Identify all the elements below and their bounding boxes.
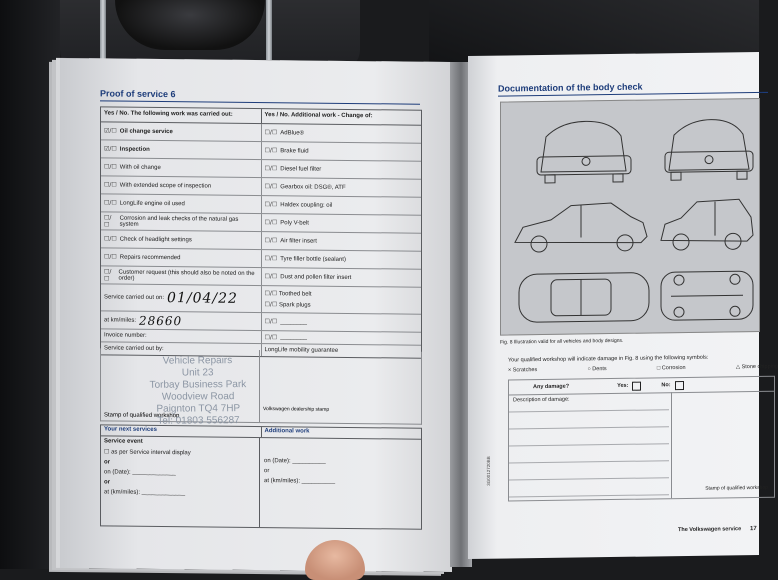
work-item: Oil change service <box>119 128 173 135</box>
additional-item: Diesel fuel filter <box>280 165 322 173</box>
stamp-line: Vehicle Repairs <box>162 355 233 367</box>
symbols-legend <box>508 364 778 374</box>
page-footer: The Volkswagen service <box>678 526 742 534</box>
work-item: LongLife engine oil used <box>119 200 185 207</box>
blank-line: _____________ <box>132 469 176 477</box>
work-item: With extended scope of inspection <box>119 182 212 190</box>
work-item: Check of headlight settings <box>119 236 192 243</box>
additional-item: Poly V-belt <box>280 219 309 227</box>
symbol-dents: ○ Dents <box>587 366 607 373</box>
next-services-box <box>100 424 422 529</box>
additional-item: Air filter insert <box>280 237 317 245</box>
checkbox-icon[interactable]: ☑/☐ <box>104 145 117 153</box>
additional-item: Gearbox oil: DSG®, ATF <box>280 183 346 191</box>
left-page <box>60 58 452 572</box>
checkbox-icon[interactable]: ☐/☐ <box>264 165 278 173</box>
car-top-view-icon <box>519 273 649 323</box>
right-page <box>468 52 778 559</box>
additional-item: AdBlue® <box>280 129 305 137</box>
checkbox-icon[interactable]: ☐/☐ <box>104 267 112 282</box>
car-side-sedan-icon <box>515 203 647 253</box>
additional-item: Haldex coupling: oil <box>280 201 333 209</box>
symbols-note: Your qualified workshop will indicate damage in Fig. 8 using the following symbols: <box>508 354 709 364</box>
at-km-label: at (km/miles): <box>264 478 300 485</box>
additional-work-col <box>261 438 421 529</box>
header-left: Yes / No. The following work was carried out: <box>101 107 262 123</box>
additional-item: Brake fluid <box>280 147 309 155</box>
blank-line: __________ <box>292 458 326 465</box>
on-date-label: on (Date): <box>264 458 291 465</box>
service-date-label: Service carried out on: <box>104 294 165 302</box>
service-booklet <box>48 50 778 569</box>
checkbox-icon[interactable]: ☐/☐ <box>264 290 278 298</box>
stamp-line: Woodview Road <box>161 391 235 403</box>
checkbox-icon[interactable]: ☐/☐ <box>104 235 117 243</box>
yes-label: Yes: <box>617 382 629 389</box>
stamp-label: Stamp of qualified workshop <box>705 484 768 492</box>
km-label: at km/miles: <box>104 316 137 324</box>
blank-line: __________ <box>301 478 336 485</box>
service-date-value[interactable]: 01/04/22 <box>167 290 238 307</box>
figure-caption: Fig. 8 Illustration valid for all vehicles and body designs. <box>500 337 624 346</box>
additional-item: Tyre filler bottle (sealant) <box>280 255 346 263</box>
checkbox-icon[interactable]: ☐/☐ <box>104 181 117 189</box>
next-services-title: Your next services <box>101 425 262 437</box>
carried-out-by-label: Service carried out by: <box>104 345 164 353</box>
additional-item: Toothed belt <box>278 291 312 298</box>
car-diagram-svg <box>501 99 759 335</box>
car-front-view-icon <box>665 119 753 180</box>
description-label: Description of damage: <box>513 396 570 404</box>
no-label: No: <box>661 382 671 389</box>
checkbox-icon[interactable]: ☐/☐ <box>264 301 278 309</box>
work-item: With oil change <box>119 164 161 171</box>
work-item: Inspection <box>119 146 150 153</box>
any-damage-label: Any damage? <box>533 383 570 391</box>
car-side-hatchback-icon <box>661 199 753 250</box>
checkbox-icon[interactable]: ☐/☐ <box>104 253 117 261</box>
workshop-stamp <box>117 355 278 428</box>
checkbox-icon[interactable]: ☐/☐ <box>264 129 278 137</box>
form-row <box>101 284 421 314</box>
or-label: or <box>264 468 270 475</box>
next-services-left <box>101 436 260 527</box>
left-page-title: Proof of service 6 <box>100 88 176 100</box>
symbol-stone-chipping: △ Stone chipping <box>735 363 778 371</box>
checkbox-icon[interactable]: ☐/☐ <box>264 318 278 326</box>
stamp-line: Unit 23 <box>181 367 214 379</box>
checkbox-icon[interactable]: ☐/☐ <box>264 183 278 191</box>
blank-line: ________ <box>280 318 307 326</box>
additional-work-title: Additional work <box>264 428 310 435</box>
title-rule <box>100 100 420 104</box>
checkbox-icon[interactable]: ☐ <box>104 448 110 456</box>
damage-divider <box>671 392 672 498</box>
or-label: or <box>104 459 110 466</box>
vw-stamp-label: Volkswagen dealership stamp <box>263 406 330 413</box>
page-number: 17 <box>750 526 757 533</box>
symbol-corrosion: □ Corrosion <box>656 364 686 372</box>
checkbox-icon[interactable]: ☐/☐ <box>264 273 278 281</box>
checkbox-icon[interactable]: ☐/☐ <box>264 147 278 155</box>
longlife-label: LongLife mobility guarantee <box>264 347 339 354</box>
car-underbody-icon <box>661 271 753 320</box>
checkbox-icon[interactable]: ☐/☐ <box>264 255 278 263</box>
stamp-label: Stamp of qualified workshop <box>104 412 180 420</box>
car-rear-view-icon <box>537 121 631 183</box>
checkbox-icon[interactable]: ☐/☐ <box>104 199 117 207</box>
symbol-scratches: × Scratches <box>508 367 538 374</box>
checkbox-icon[interactable] <box>675 381 684 390</box>
checkbox-icon[interactable] <box>632 381 641 390</box>
work-item: Customer request (this should also be noted on the order) <box>118 269 255 282</box>
body-check-diagram <box>500 98 760 336</box>
checkbox-icon[interactable]: ☐/☐ <box>264 237 278 245</box>
work-item: Repairs recommended <box>119 254 181 261</box>
as-per-display: as per Service interval display <box>111 449 191 457</box>
on-date-label: on (Date): <box>104 469 131 476</box>
checkbox-icon[interactable]: ☑/☐ <box>104 127 117 135</box>
work-item: Corrosion and leak checks of the natural gas system <box>119 215 239 228</box>
service-event-label: Service event <box>104 438 143 445</box>
checkbox-icon[interactable]: ☐/☐ <box>104 163 117 171</box>
at-km-label: at (km/miles): <box>104 489 140 496</box>
side-id: 3G0012720BB <box>486 456 491 486</box>
service-form <box>100 106 422 358</box>
stamp-line: Tel: 01803 556287 <box>157 415 240 427</box>
stamp-line: Paignton TQ4 7HP <box>156 403 241 415</box>
checkbox-icon[interactable]: ☐/☐ <box>264 333 278 341</box>
checkbox-icon[interactable]: ☐/☐ <box>104 213 112 228</box>
additional-item: Spark plugs <box>278 302 311 309</box>
blank-line: ________ <box>280 334 307 341</box>
additional-item: Dust and pollen filter insert <box>280 273 352 281</box>
invoice-label: Invoice number: <box>104 332 147 339</box>
header-right: Yes / No. Additional work - Change of: <box>264 112 373 120</box>
or-label: or <box>104 479 110 486</box>
blank-line: _____________ <box>141 489 186 497</box>
damage-box <box>508 376 775 502</box>
km-value[interactable]: 28660 <box>139 313 183 328</box>
description-line[interactable] <box>509 478 669 497</box>
right-page-title: Documentation of the body check <box>498 81 643 94</box>
stamp-line: Torbay Business Park <box>149 379 247 391</box>
description-lines <box>509 393 669 497</box>
checkbox-icon[interactable]: ☐/☐ <box>264 219 278 227</box>
checkbox-icon[interactable]: ☐/☐ <box>264 201 278 209</box>
